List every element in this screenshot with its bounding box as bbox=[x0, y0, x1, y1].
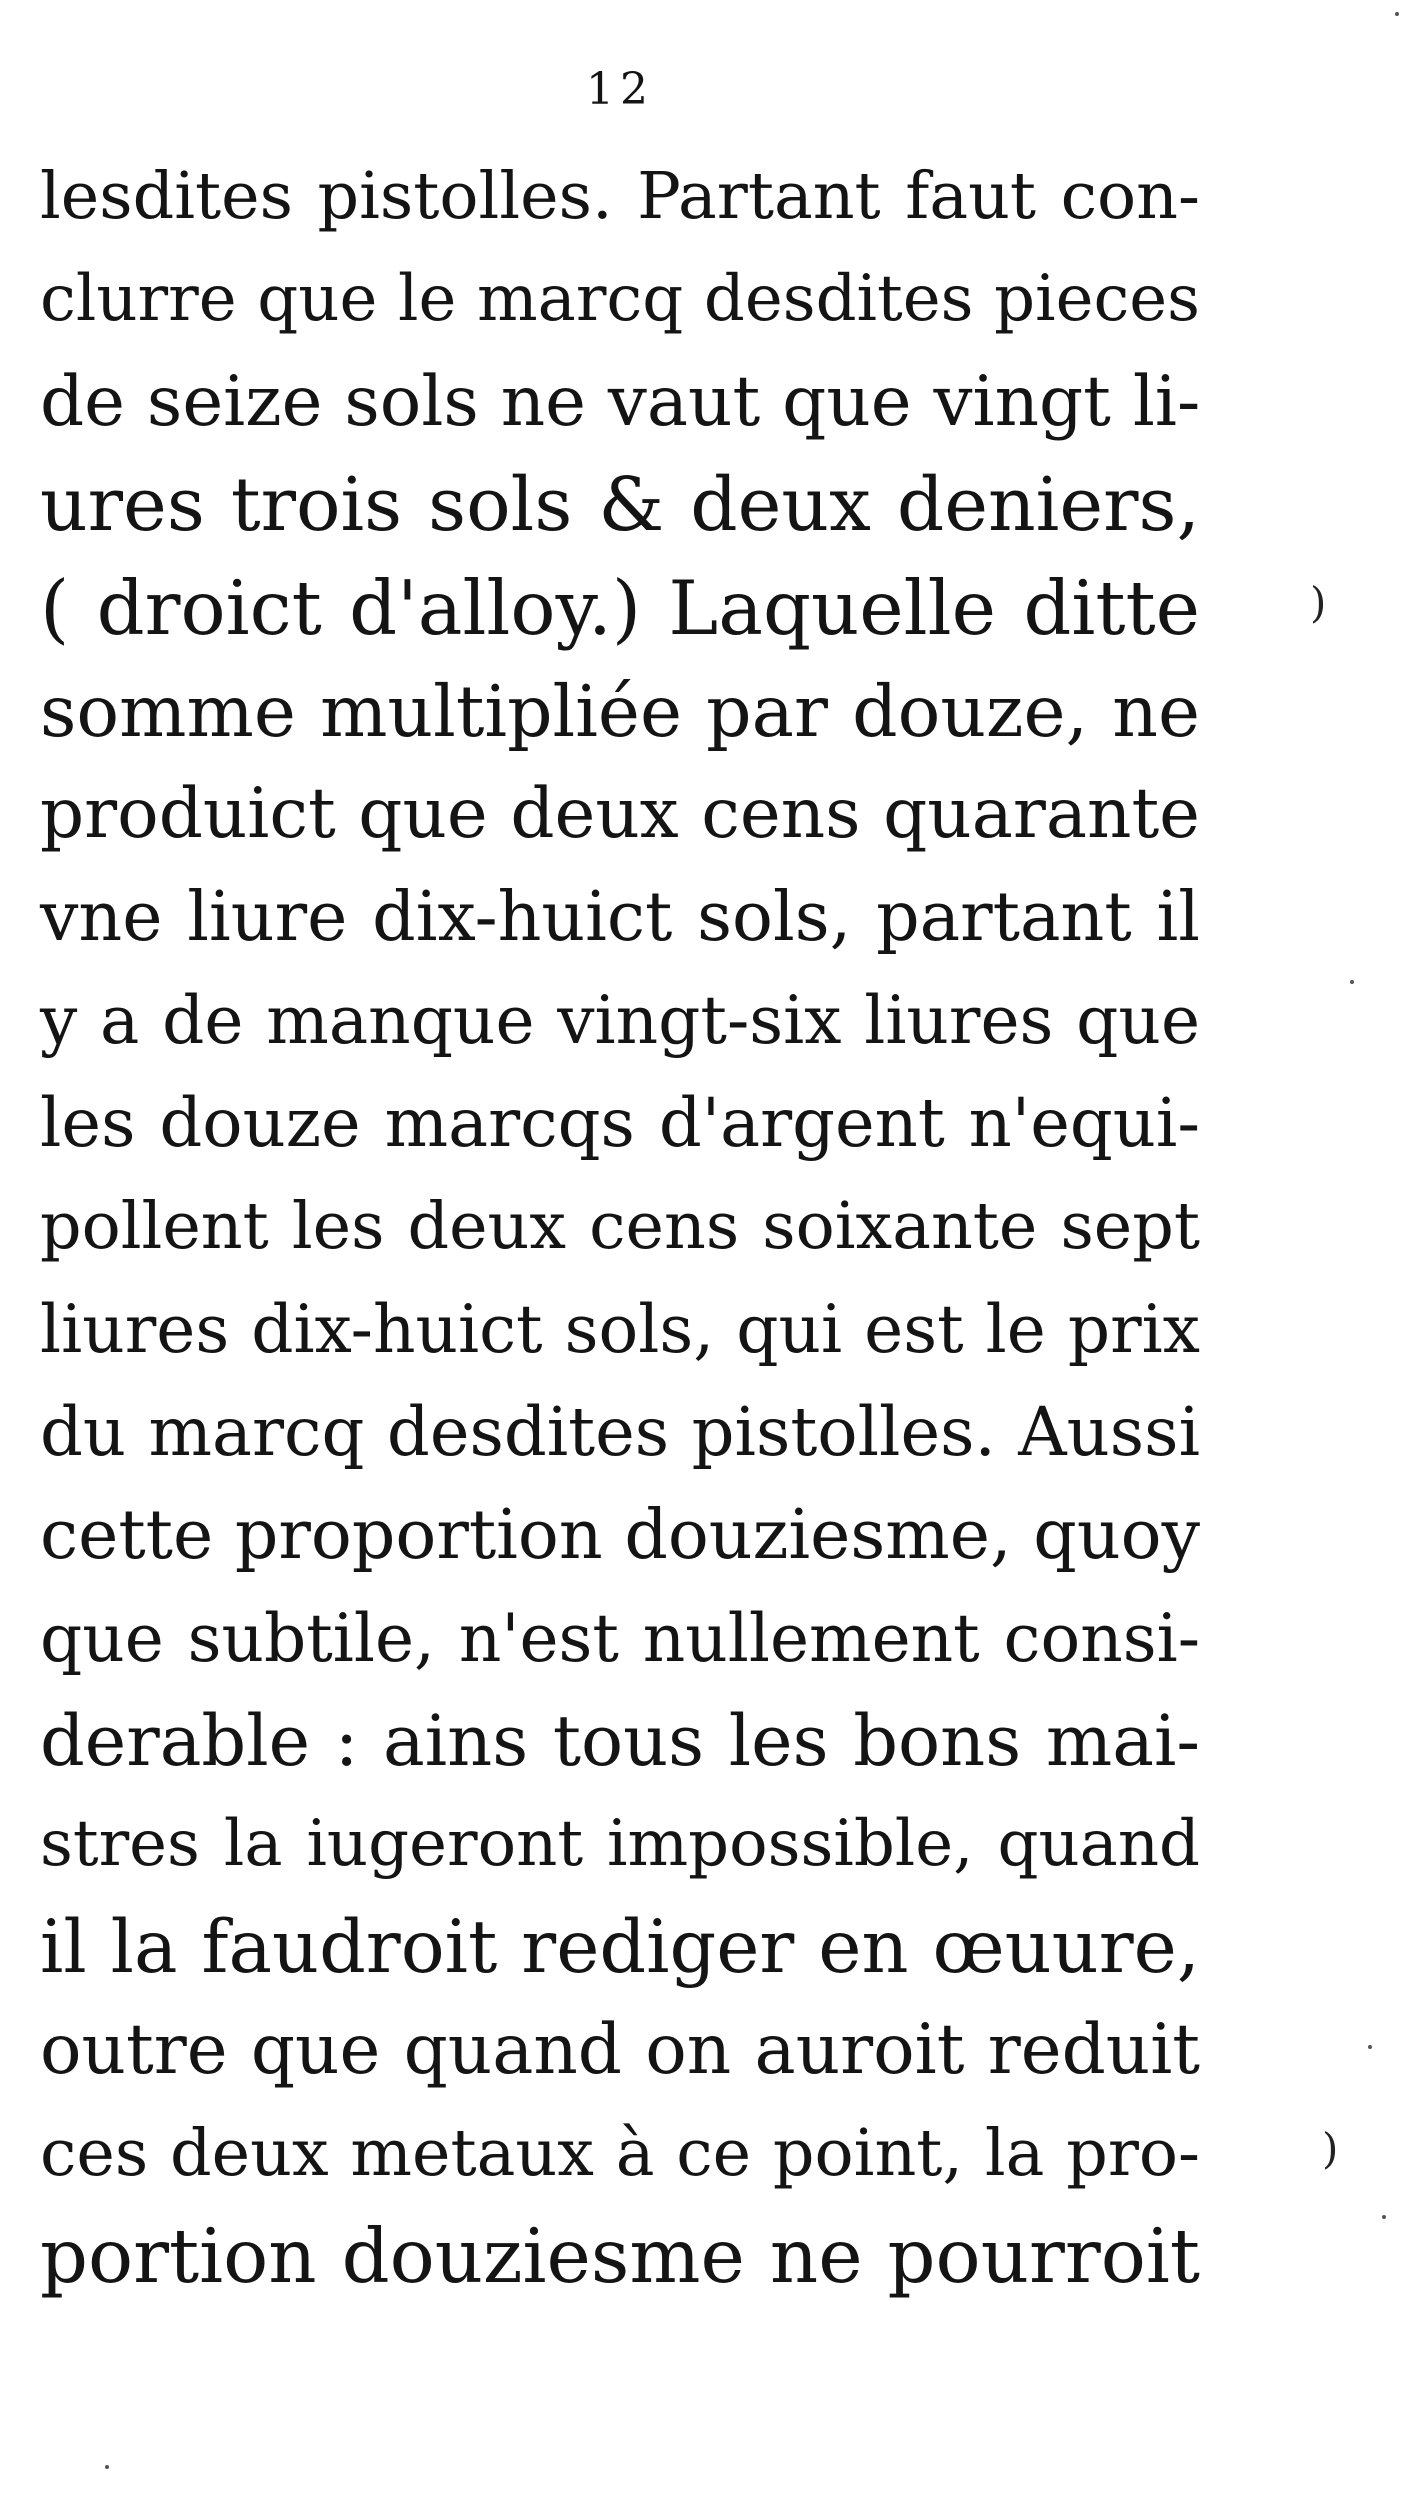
body-text bbox=[40, 145, 1200, 2308]
page-number: 12 bbox=[586, 64, 654, 115]
text-line: y a de manque vingt-six liures que bbox=[40, 982, 1200, 1059]
text-line: vne liure dix-huict sols, partant il bbox=[40, 878, 1200, 957]
text-line: pollent les deux cens soixante sept bbox=[40, 1189, 1200, 1264]
text-line: stres la iugeront impossible, quand bbox=[40, 1807, 1200, 1881]
text-line: liures dix-huict sols, qui est le prix bbox=[40, 1291, 1200, 1368]
ink-speck bbox=[105, 2465, 109, 2469]
text-line: portion douziesme ne pourroit bbox=[40, 2212, 1200, 2300]
text-line: que subtile, n'est nullement consi- bbox=[40, 1600, 1200, 1677]
text-line: produict que deux cens quarante bbox=[40, 774, 1200, 854]
ink-speck bbox=[1350, 980, 1354, 984]
ink-speck bbox=[1368, 2045, 1372, 2049]
text-line: somme multipliée par douze, ne bbox=[40, 670, 1200, 753]
text-line: de seize sols ne vaut que vingt li- bbox=[40, 362, 1201, 442]
text-line: il la faudroit rediger en œuure, bbox=[40, 1905, 1200, 1990]
text-line: clurre que le marcq desdites pieces bbox=[40, 262, 1200, 336]
text-line: les douze marcqs d'argent n'equi- bbox=[40, 1084, 1200, 1162]
text-line: ures trois sols & deux deniers, bbox=[40, 462, 1200, 548]
margin-mark: ) bbox=[1322, 2124, 1339, 2173]
text-line: lesdites pistolles. Partant faut con- bbox=[40, 159, 1200, 234]
margin-mark: ) bbox=[1310, 578, 1327, 627]
text-line: ces deux metaux à ce point, la pro- bbox=[40, 2116, 1200, 2191]
text-line: ( droict d'alloy.) Laquelle ditte bbox=[40, 564, 1200, 652]
ink-speck bbox=[1382, 2215, 1386, 2219]
text-line: cette proportion douziesme, quoy bbox=[40, 1496, 1200, 1575]
text-line: du marcq desdites pistolles. Aussi bbox=[40, 1393, 1200, 1471]
text-line: outre que quand on auroit reduit bbox=[40, 2010, 1200, 2090]
text-line: derable : ains tous les bons mai- bbox=[40, 1700, 1200, 1782]
ink-speck bbox=[1395, 12, 1399, 16]
